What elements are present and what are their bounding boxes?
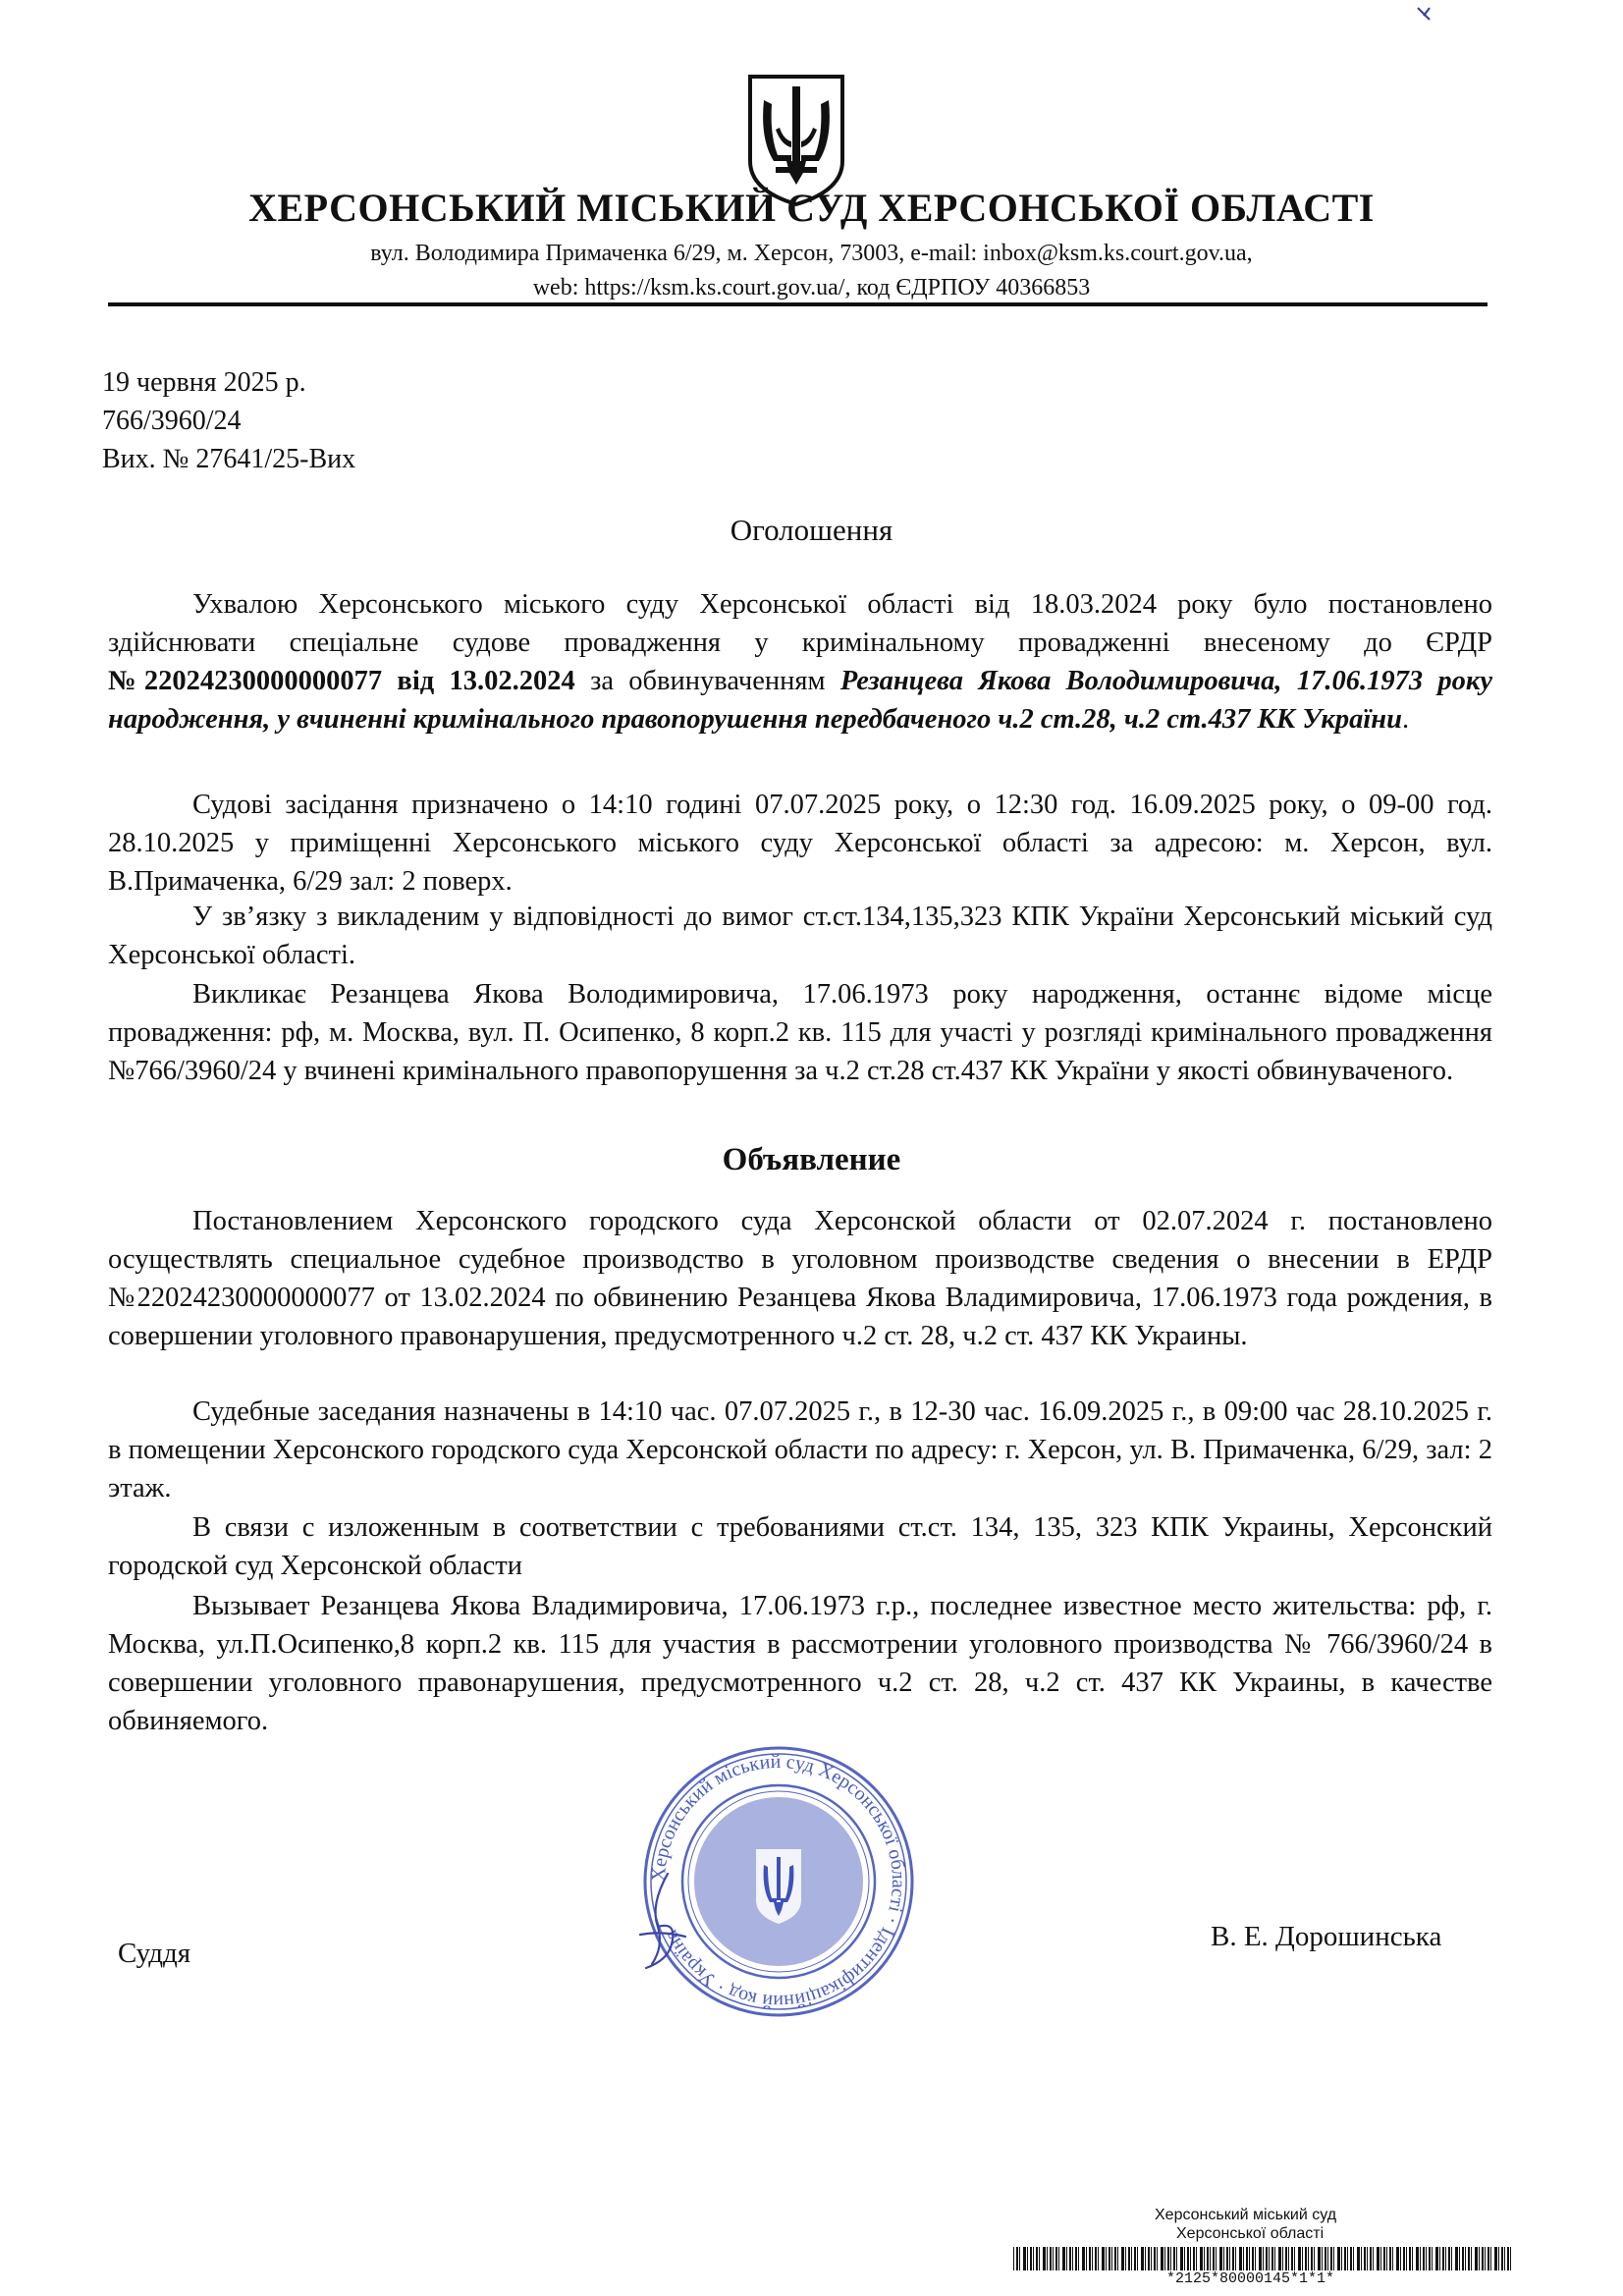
document-date: 19 червня 2025 р. bbox=[102, 367, 306, 398]
heading-announcement-ru: Объявление bbox=[722, 1142, 901, 1177]
paragraph-basis-ua: У зв’язку з викладеним у відповідності до вимог ст.ст.134,135,323 КПК України Херсонський міський суд Херсонської області. bbox=[108, 902, 1492, 970]
paragraph-hearings-ru: Судебные заседания назначены в 14:10 час. 07.07.2025 г., в 12-30 час. 16.09.2025 г., в 09:00 час 28.10.2025 г. в помещении Херсонского городского суда Херсонской области по адресу: г. Херсон, ул. В. Примаченка, 6/29, зал: 2 этаж. bbox=[108, 1396, 1492, 1503]
paragraph-basis-ru: В связи с изложенным в соответствии с требованиями ст.ст. 134, 135, 323 КПК Украины, Херсонский городской суд Херсонской области bbox=[108, 1512, 1492, 1581]
registration-court-line1: Херсонський міський суд bbox=[1155, 2207, 1337, 2223]
outgoing-number: Вих. № 27641/25-Вих bbox=[102, 444, 356, 474]
paragraph-ruling-ua bbox=[108, 585, 1492, 738]
registration-court-line2: Херсонської області bbox=[1176, 2225, 1325, 2242]
barcode-number: *2125*80000145*1*1* bbox=[1166, 2270, 1335, 2287]
judge-label: Суддя bbox=[118, 1938, 191, 1969]
judge-signature bbox=[628, 1866, 697, 1974]
svg-text:Херсонський міський суд Херсон: Херсонський міський суд Херсонської області · Ідентифікаційний код · Україна bbox=[647, 1750, 910, 2013]
paragraph-summons-ru: Вызывает Резанцева Якова Владимировича, 17.06.1973 г.р., последнее известное место жительства: рф, г. Москва, ул.П.Осипенко,8 корп.2 кв. 115 для участия в рассмотрении уголовного производства № 766/3960/24 в совершении уголовного правонарушения, предусмотренного ч.2 ст. 28, ч.2 ст. 437 КК Украины, в качестве обвиняемого. bbox=[108, 1591, 1492, 1736]
corner-mark-icon bbox=[1414, 4, 1434, 24]
ruling-text: . bbox=[1401, 704, 1410, 735]
heading-announcement-ua: Оголошення bbox=[730, 513, 893, 547]
court-name: ХЕРСОНСЬКИЙ МІСЬКИЙ СУД ХЕРСОНСЬКОЇ ОБЛАСТІ bbox=[248, 186, 1375, 230]
paragraph-ruling-ru: Постановлением Херсонского городского суда Херсонской области от 02.07.2024 г. постановлено осуществлять специальное судебное производство в уголовном производстве сведения о внесении в ЕРДР №22024230000000077 от 13.02.2024 по обвинению Резанцева Якова Владимировича, 17.06.1973 года рождения, в совершении уголовного правонарушения, предусмотренного ч.2 ст. 28, ч.2 ст. 437 КК Украины. bbox=[108, 1206, 1492, 1351]
paragraph-hearings-ua: Судові засідання призначено о 14:10 годині 07.07.2025 року, о 12:30 год. 16.09.2025 року, о 09-00 год. 28.10.2025 у приміщенні Херсонського міського суду Херсонської області за адресою: м. Херсон, вул. В.Примаченка, 6/29 зал: 2 поверх. bbox=[108, 790, 1492, 897]
judge-name: В. Е. Дорошинська bbox=[1211, 1921, 1442, 1952]
header-divider bbox=[108, 302, 1488, 306]
accused-details: Резанцева Якова Володимировича, 17.06.1973 року народження, у вчиненні кримінального правопорушення передбаченого ч.2 ст.28, ч.2 ст.437 КК України bbox=[108, 666, 1492, 735]
case-number: 766/3960/24 bbox=[102, 406, 242, 436]
ruling-text: Ухвалою Херсонського міського суду Херсонської області від 18.03.2024 року було постановлено здійснювати спеціальне судове провадження у кримінальному провадженні внесеному до ЄРДР bbox=[108, 589, 1492, 658]
ruling-text: за обвинуваченням bbox=[574, 666, 840, 696]
erdr-number: №22024230000000077 від 13.02.2024 bbox=[108, 666, 575, 696]
court-address-line2: web: https://ksm.ks.court.gov.ua/, код ЄДРПОУ 40366853 bbox=[532, 275, 1091, 301]
barcode-icon bbox=[1013, 2247, 1514, 2270]
court-address-line1: вул. Володимира Примаченка 6/29, м. Херсон, 73003, e-mail: inbox@ksm.ks.court.gov.ua, bbox=[370, 241, 1253, 266]
paragraph-summons-ua: Викликає Резанцева Якова Володимировича, 17.06.1973 року народження, останнє відоме місце провадження: рф, м. Москва, вул. П. Осипенко, 8 корп.2 кв. 115 для участі у розгляді кримінального провадження №766/3960/24 у вчинені кримінального правопорушення за ч.2 ст.28 ст.437 КК України у якості обвинуваченого. bbox=[108, 979, 1492, 1086]
